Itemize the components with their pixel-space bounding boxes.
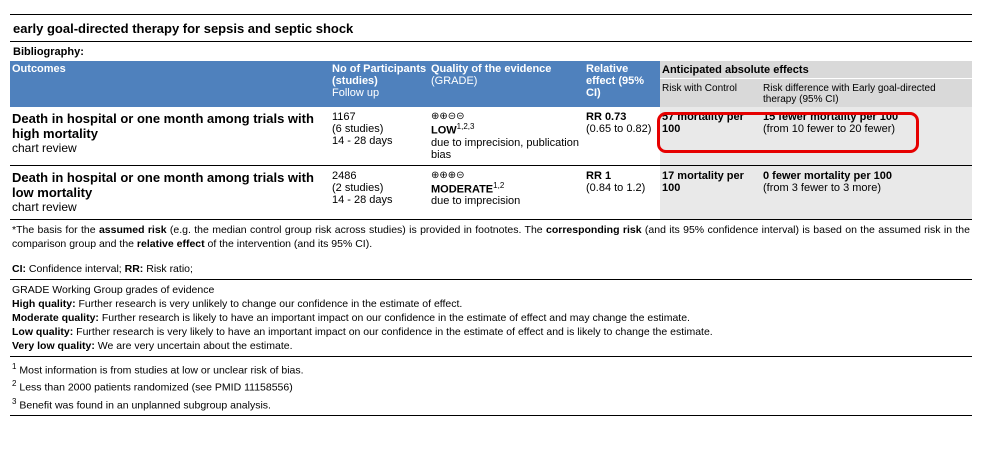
outcome-cell <box>10 165 330 219</box>
outcome-title: Death in hospital or one month among trials with low mortality <box>12 169 314 200</box>
outcome-title: Death in hospital or one month among trials with high mortality <box>12 111 314 141</box>
grade-item: Moderate quality: Further research is likely to have an important impact on our confidence in the estimate of effect and may change the estimate. <box>12 311 690 324</box>
outcome-measure: chart review <box>12 199 77 214</box>
header-risk-control: Risk with Control <box>660 79 761 108</box>
outcome-measure: chart review <box>12 141 77 155</box>
relative-effect-cell: RR 1 (0.84 to 1.2) <box>584 165 660 219</box>
participants-cell: 2486 (2 studies) 14 - 28 days <box>330 165 429 219</box>
quality-rating-icon: ⊕⊕⊕⊝ <box>431 169 465 181</box>
grade-item: High quality: Further research is very unlikely to change our confidence in the estimate of effect. <box>12 297 463 310</box>
risk-control-cell: 57 mortality per 100 <box>660 107 761 165</box>
grade-definitions <box>10 280 972 357</box>
quality-cell: ⊕⊕⊝⊝ LOW$^{1,2,3}$ due to imprecision, publication bias <box>429 107 584 165</box>
basis-note: *The basis for the assumed risk (e.g. the median control group risk across studies) is provided in footnotes. The corresponding risk (and its 95% confidence interval) is based on the assumed risk in the comparison group and the relative effect of the intervention (and its 95% CI). <box>12 223 970 250</box>
footnotes <box>10 357 972 417</box>
risk-control-cell: 17 mortality per 100 <box>660 165 761 219</box>
outcome-cell <box>10 107 330 165</box>
footnote: $^3$ Benefit was found in an unplanned subgroup analysis. <box>12 396 271 412</box>
footnote: $^1$ Most information is from studies at low or unclear risk of bias. <box>12 361 304 377</box>
risk-difference-cell: 0 fewer mortality per 100 (from 3 fewer to 3 more) <box>761 165 972 219</box>
bibliography-label: Bibliography: <box>13 46 84 58</box>
participants-cell: 1167 (6 studies) 14 - 28 days <box>330 107 429 165</box>
table-row <box>10 165 972 219</box>
header-relative-effect: Relative effect (95% CI) <box>584 61 660 107</box>
risk-difference-cell: 15 fewer mortality per 100 (from 10 fewer to 20 fewer) <box>761 107 972 165</box>
grade-item: Low quality: Further research is very likely to have an important impact on our confidence in the estimate of effect and is likely to change the estimate. <box>12 325 713 338</box>
header-outcomes: Outcomes <box>10 61 330 107</box>
abbreviations: CI: Confidence interval; RR: Risk ratio; <box>10 254 972 280</box>
header-risk-difference: Risk difference with Early goal-directed therapy (95% CI) <box>761 79 972 108</box>
header-row-1 <box>10 61 972 79</box>
header-quality: Quality of the evidence (GRADE) <box>429 61 584 107</box>
footnote: $^2$ Less than 2000 patients randomized (see PMID 11158556) <box>12 379 293 394</box>
highlight-annotation <box>657 112 919 153</box>
relative-effect-cell: RR 0.73 (0.65 to 0.82) <box>584 107 660 165</box>
quality-rating-icon: ⊕⊕⊝⊝ <box>431 111 465 122</box>
header-participants: No of Participants (studies) Follow up <box>330 61 429 107</box>
table-title: early goal-directed therapy for sepsis and septic shock <box>10 14 972 42</box>
quality-cell: ⊕⊕⊕⊝ MODERATE$^{1,2}$ due to imprecision <box>429 165 584 219</box>
summary-of-findings-table <box>10 14 972 416</box>
grade-heading: GRADE Working Group grades of evidence <box>12 283 215 296</box>
grade-item: Very low quality: We are very uncertain about the estimate. <box>12 339 293 352</box>
header-anticipated-effects: Anticipated absolute effects <box>660 61 972 79</box>
